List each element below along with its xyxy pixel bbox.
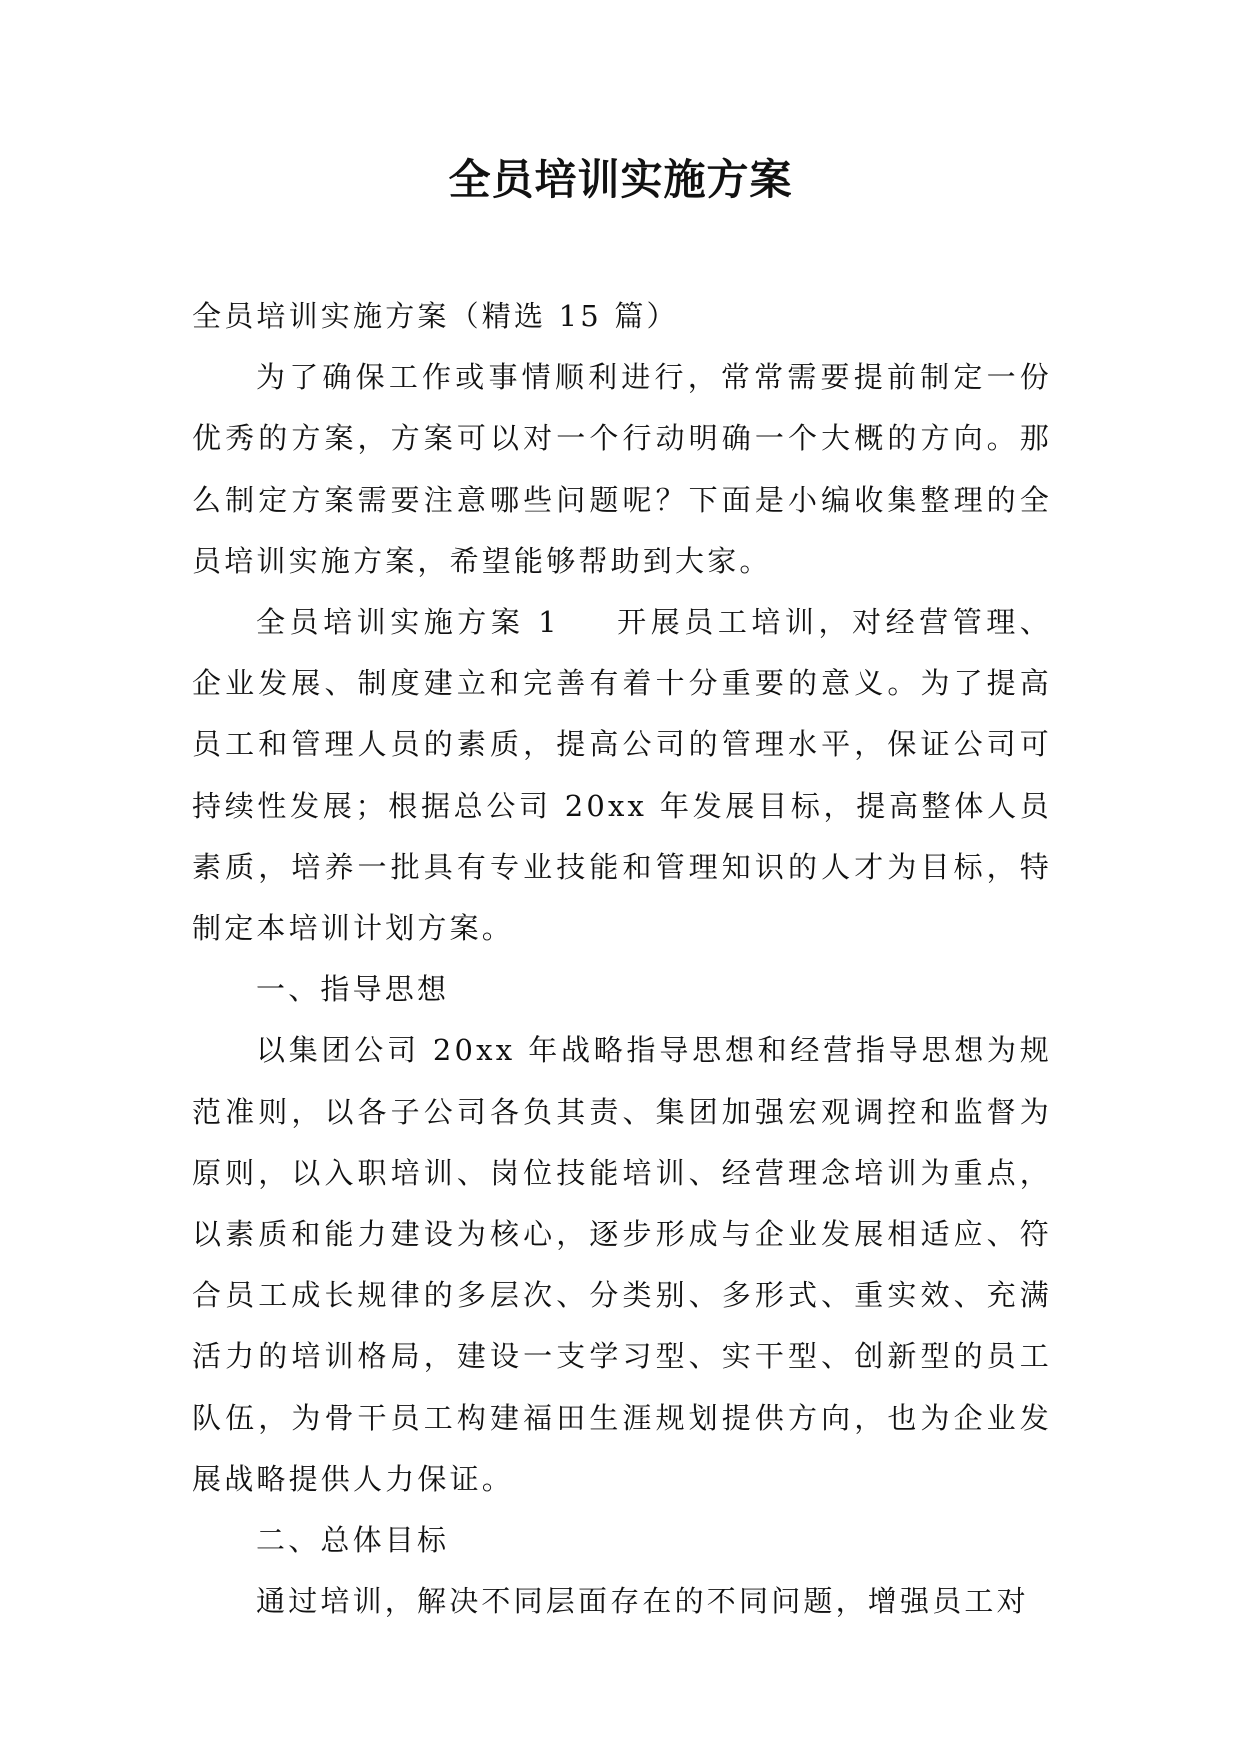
part-2-heading: 二、总体目标 [256,1523,450,1558]
part-1-paragraph: 以集团公司 20xx 年战略指导思想和经营指导思想为规范准则，以各子公司各负其责、集团加强宏观调控和监督为原则，以入职培训、岗位技能培训、经营理念培训为重点，以素质和能力建设为核心，逐步形成与企业发展相适应、符合员工成长规律的多层次、分类别、多形式、重实效、充满活力的培训格局，建设一支学习型、实干型、创新型的员工队伍，为骨干员工构建福田生涯规划提供方向，也为企业发展战略提供人力保证。 [192,1033,1052,1496]
section-1-paragraph [192,592,1052,959]
document-title: 全员培训实施方案 [448,155,793,204]
intro-paragraph: 为了确保工作或事情顺利进行，常常需要提前制定一份优秀的方案，方案可以对一个行动明确一个大概的方向。那么制定方案需要注意哪些问题呢？下面是小编收集整理的全员培训实施方案，希望能够帮助到大家。 [192,360,1052,578]
document-body [192,286,1052,1632]
section-1-text: 开展员工培训，对经营管理、企业发展、制度建立和完善有着十分重要的意义。为了提高员工和管理人员的素质，提高公司的管理水平，保证公司可持续性发展；根据总公司 20xx 年发展目标，提高整体人员素质，培养一批具有专业技能和管理知识的人才为目标，特制定本培训计划方案。 [192,605,1052,946]
part-1-heading: 一、指导思想 [256,972,450,1007]
section-1-heading: 全员培训实施方案 1 [256,605,560,640]
part-2-paragraph: 通过培训，解决不同层面存在的不同问题，增强员工对 [256,1584,1029,1619]
document-subtitle: 全员培训实施方案（精选 15 篇） [192,299,679,333]
